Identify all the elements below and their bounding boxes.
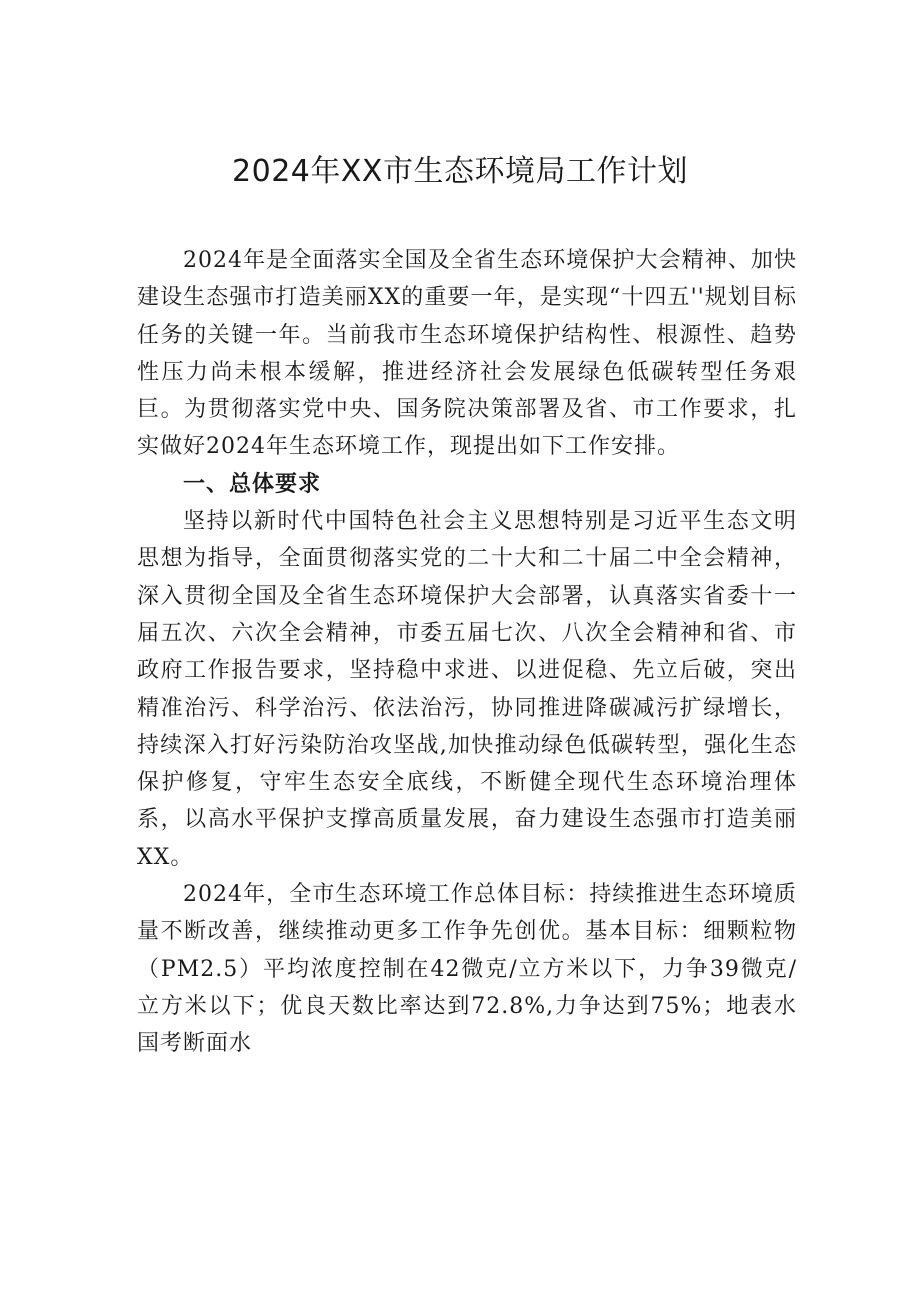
document-title: 2024年XX市生态环境局工作计划 [232, 154, 688, 189]
document-body [137, 242, 797, 1063]
section1-paragraph-1: 坚持以新时代中国特色社会主义思想特别是习近平生态文明思想为指导，全面贯彻落实党的二十大和二十届二中全会精神，深入贯彻全国及全省生态环境保护大会部署，认真落实省委十一届五次、六次全会精神，市委五届七次、八次全会精神和省、市政府工作报告要求，坚持稳中求进、以进促稳、先立后破，突出精准治污、科学治污、依法治污，协同推进降碳减污扩绿增长，持续深入打好污染防治攻坚战,加快推动绿色低碳转型，强化生态保护修复，守牢生态安全底线，不断健全现代生态环境治理体系，以高水平保护支撑高质量发展，奋力建设生态强市打造美丽XX。 [137, 509, 797, 870]
section-heading-general-requirements: 一、总体要求 [183, 471, 322, 497]
intro-paragraph: 2024年是全面落实全国及全省生态环境保护大会精神、加快建设生态强市打造美丽XX的重要一年，是实现“十四五''规划目标任务的关键一年。当前我市生态环境保护结构性、根源性、趋势性压力尚未根本缓解，推进经济社会发展绿色低碳转型任务艰巨。为贯彻落实党中央、国务院决策部署及省、市工作要求，扎实做好2024年生态环境工作，现提出如下工作安排。 [137, 248, 797, 460]
section1-paragraph-2: 2024年，全市生态环境工作总体目标：持续推进生态环境质量不断改善，继续推动更多工作争先创优。基本目标：细颗粒物（PM2.5）平均浓度控制在42微克/立方米以下，力争39微克/立方米以下；优良天数比率达到72.8%,力争达到75%；地表水国考断面水 [137, 882, 797, 1057]
